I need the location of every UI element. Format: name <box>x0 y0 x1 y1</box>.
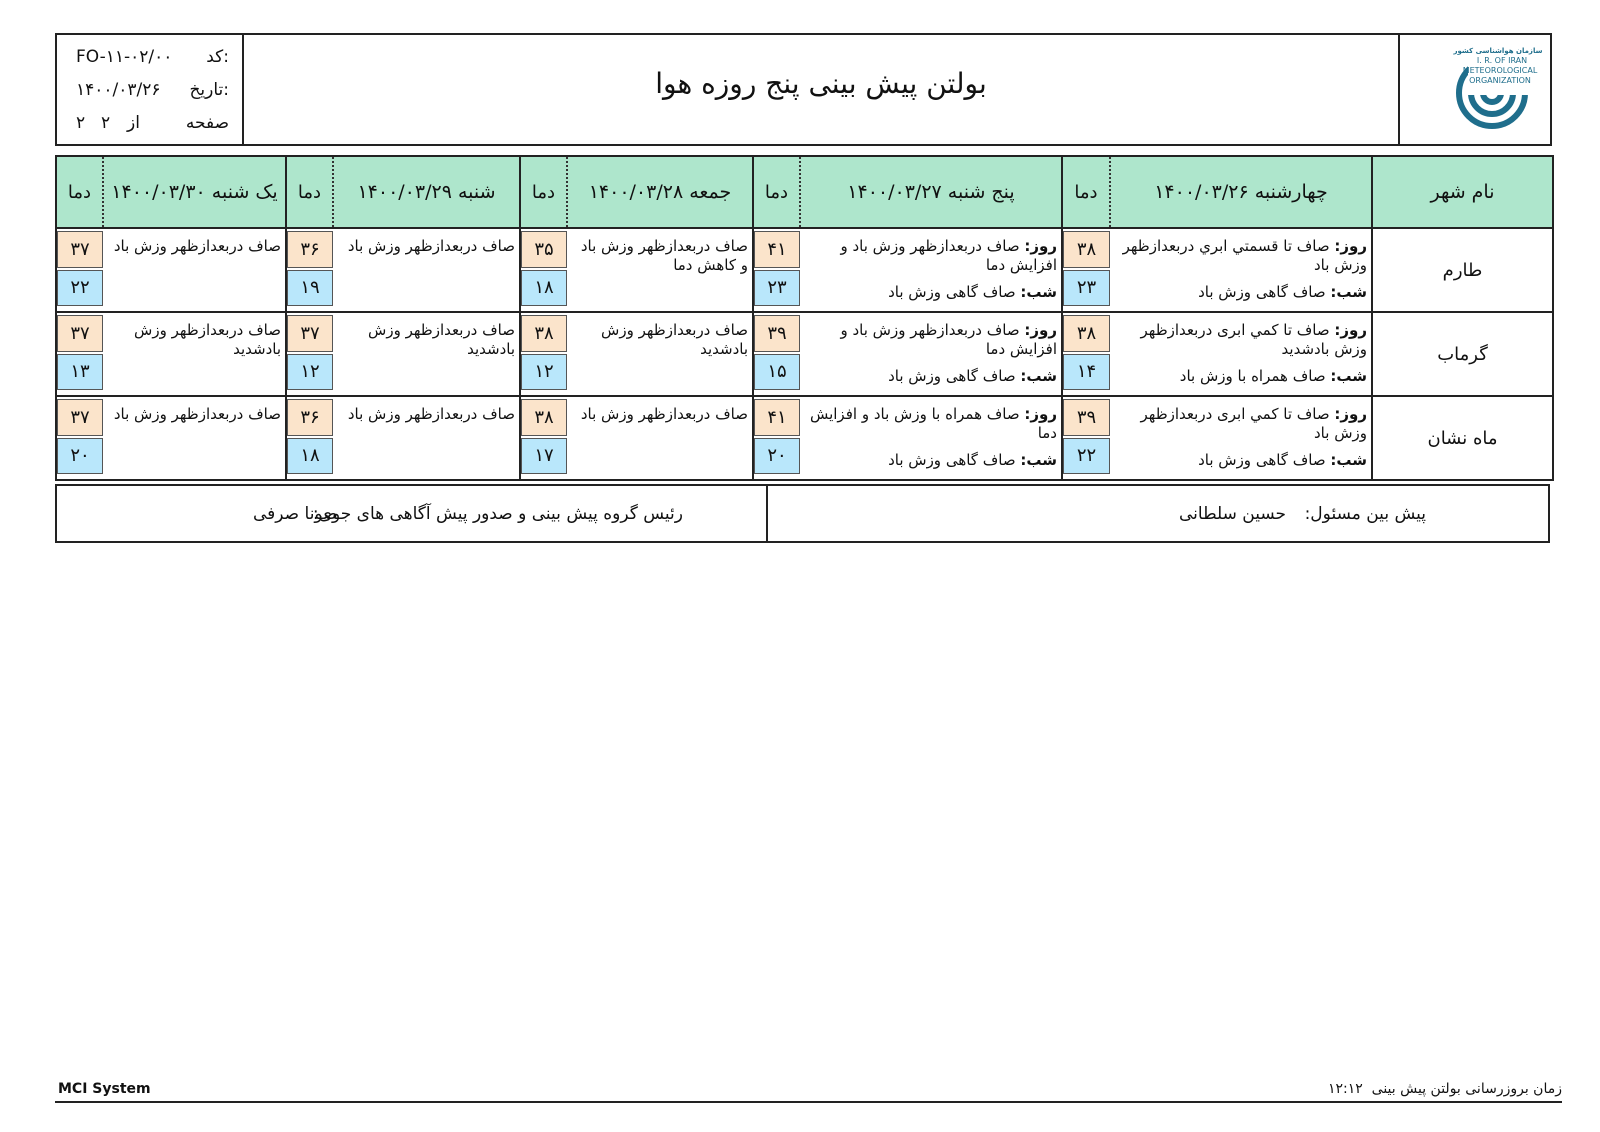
temp-cell <box>753 396 800 480</box>
temp-cell <box>56 312 103 396</box>
forecast-cell <box>800 312 1062 396</box>
temp-cell <box>286 228 333 312</box>
forecast-cell <box>1110 312 1372 396</box>
page-of-label: از <box>127 113 140 133</box>
forecast-cell <box>1110 396 1372 480</box>
day-header-3: جمعه ۱۴۰۰/۰۳/۲۸ <box>567 156 753 228</box>
city-name: ماه نشان <box>1372 396 1553 480</box>
night-text: صاف گاهی وزش باد <box>888 451 1016 469</box>
forecast-cell <box>103 312 286 396</box>
temp-cell <box>520 312 567 396</box>
temp-low: ۲۳ <box>1063 270 1110 306</box>
temp-high: ۳۸ <box>1063 315 1110 352</box>
night-text: صاف گاهی وزش باد <box>1198 451 1326 469</box>
temp-cell <box>753 228 800 312</box>
temp-header: دما <box>753 156 800 228</box>
signature-box <box>55 484 1550 543</box>
night-forecast <box>1198 283 1367 302</box>
page-row <box>57 108 242 138</box>
bulletin-header <box>55 33 1552 146</box>
temp-header: دما <box>286 156 333 228</box>
forecast-text: صاف دربعدازظهر وزش باد <box>347 237 515 255</box>
night-label: شب: <box>1330 451 1367 469</box>
temp-high: ۳۸ <box>1063 231 1110 268</box>
day-forecast <box>806 321 1057 359</box>
temp-high: ۳۸ <box>521 399 567 436</box>
temp-cell <box>286 396 333 480</box>
table-header-row <box>56 156 1553 228</box>
temp-low: ۱۸ <box>521 270 567 306</box>
temp-cell <box>1062 228 1110 312</box>
code-row <box>57 42 242 72</box>
logo-text-en-2: METEOROLOGICAL <box>1462 66 1538 75</box>
temp-cell <box>286 312 333 396</box>
day-label: روز: <box>1024 405 1057 423</box>
meteorology-logo-icon <box>1400 35 1550 144</box>
system-name: MCI System <box>58 1081 151 1097</box>
temp-low: ۱۴ <box>1063 354 1110 390</box>
forecast-cell <box>333 312 520 396</box>
day-text: صاف همراه با وزش باد و افزایش دما <box>809 405 1057 442</box>
day-text: صاف تا کمي ابری دربعدازظهر وزش باد <box>1140 405 1367 442</box>
head-name: صونا صرفی <box>253 504 338 524</box>
forecast-cell <box>567 228 753 312</box>
forecaster-name: حسین سلطانی <box>1179 504 1287 524</box>
temp-high: ۳۹ <box>1063 399 1110 436</box>
night-label: شب: <box>1020 283 1057 301</box>
forecast-text: صاف دربعدازظهر وزش بادشدید <box>134 321 281 358</box>
page-label: صفحه <box>185 113 229 133</box>
day-header-4: شنبه ۱۴۰۰/۰۳/۲۹ <box>333 156 520 228</box>
forecast-cell <box>103 228 286 312</box>
day-label: روز: <box>1024 321 1057 339</box>
temp-low: ۱۸ <box>287 438 333 474</box>
date-value: ۱۴۰۰/۰۳/۲۶ <box>76 80 161 100</box>
temp-cell <box>1062 312 1110 396</box>
update-label: زمان بروزرسانی بولتن پیش بینی <box>1371 1081 1562 1097</box>
night-forecast <box>888 367 1057 386</box>
forecast-text: صاف دربعدازظهر وزش بادشدید <box>601 321 748 358</box>
forecast-text: صاف دربعدازظهر وزش بادشدید <box>368 321 515 358</box>
table-row <box>56 396 1553 480</box>
temp-cell <box>1062 396 1110 480</box>
temp-low: ۲۲ <box>1063 438 1110 474</box>
temp-low: ۱۹ <box>287 270 333 306</box>
logo-text-en-3: ORGANIZATION <box>1469 76 1531 85</box>
forecaster-label: پیش بین مسئول: <box>1304 504 1426 524</box>
head-of-group <box>57 486 768 541</box>
night-label: شب: <box>1330 367 1367 385</box>
temp-high: ۴۱ <box>754 399 800 436</box>
organization-logo <box>1398 35 1550 144</box>
forecast-cell <box>567 312 753 396</box>
night-label: شب: <box>1330 283 1367 301</box>
night-label: شب: <box>1020 451 1057 469</box>
temp-header: دما <box>1062 156 1110 228</box>
forecast-cell <box>800 396 1062 480</box>
city-name: طارم <box>1372 228 1553 312</box>
night-text: صاف گاهی وزش باد <box>888 283 1016 301</box>
city-header: نام شهر <box>1372 156 1553 228</box>
night-forecast <box>888 283 1057 302</box>
forecast-cell <box>333 228 520 312</box>
day-label: روز: <box>1024 237 1057 255</box>
temp-low: ۱۲ <box>287 354 333 390</box>
forecast-text: صاف دربعدازظهر وزش باد <box>580 405 748 423</box>
night-label: شب: <box>1020 367 1057 385</box>
forecast-cell <box>333 396 520 480</box>
day-forecast <box>1116 321 1367 359</box>
forecast-text: صاف دربعدازظهر وزش باد <box>113 237 281 255</box>
temp-high: ۳۹ <box>754 315 800 352</box>
forecast-text: صاف دربعدازظهر وزش باد <box>113 405 281 423</box>
date-label: تاریخ: <box>189 80 229 100</box>
forecaster <box>768 486 1548 541</box>
temp-low: ۲۰ <box>57 438 103 474</box>
temp-high: ۳۷ <box>57 315 103 352</box>
code-value: FO-۱۱-۰۲/۰۰ <box>76 47 173 67</box>
update-value: ۱۲:۱۲ <box>1327 1081 1363 1097</box>
temp-low: ۲۲ <box>57 270 103 306</box>
day-header-5: یک شنبه ۱۴۰۰/۰۳/۳۰ <box>103 156 286 228</box>
temp-high: ۴۱ <box>754 231 800 268</box>
night-forecast <box>1198 451 1367 470</box>
date-row <box>57 75 242 105</box>
temp-header: دما <box>520 156 567 228</box>
table-row <box>56 228 1553 312</box>
day-forecast <box>1116 405 1367 443</box>
temp-cell <box>520 228 567 312</box>
table-row <box>56 312 1553 396</box>
forecast-text: صاف دربعدازظهر وزش باد <box>347 405 515 423</box>
temp-high: ۳۶ <box>287 231 333 268</box>
code-label: کد: <box>206 47 229 67</box>
day-label: روز: <box>1334 237 1367 255</box>
temp-header: دما <box>56 156 103 228</box>
temp-high: ۳۸ <box>521 315 567 352</box>
temp-low: ۱۲ <box>521 354 567 390</box>
day-forecast <box>1116 237 1367 275</box>
temp-low: ۲۳ <box>754 270 800 306</box>
page-title: بولتن پیش بینی پنج روزه هوا <box>655 67 987 100</box>
forecast-cell <box>1110 228 1372 312</box>
temp-low: ۱۷ <box>521 438 567 474</box>
day-text: صاف تا قسمتي ابري دربعدازظهر وزش باد <box>1122 237 1367 274</box>
night-text: صاف گاهی وزش باد <box>888 367 1016 385</box>
temp-high: ۳۵ <box>521 231 567 268</box>
night-forecast <box>888 451 1057 470</box>
update-time <box>1328 1081 1562 1097</box>
night-text: صاف گاهی وزش باد <box>1198 283 1326 301</box>
logo-text-en-1: I. R. OF IRAN <box>1476 56 1528 65</box>
temp-low: ۱۵ <box>754 354 800 390</box>
forecast-cell <box>567 396 753 480</box>
temp-cell <box>520 396 567 480</box>
temp-high: ۳۷ <box>57 399 103 436</box>
day-forecast <box>806 405 1057 443</box>
temp-cell <box>56 228 103 312</box>
page-current: ۲ <box>101 113 111 133</box>
temp-high: ۳۷ <box>287 315 333 352</box>
day-text: صاف تا کمي ابری دربعدازظهر وزش بادشدید <box>1140 321 1367 358</box>
temp-high: ۳۶ <box>287 399 333 436</box>
day-header-1: چهارشنبه ۱۴۰۰/۰۳/۲۶ <box>1110 156 1372 228</box>
temp-cell <box>56 396 103 480</box>
logo-text-fa: سازمان هواشناسی کشور <box>1453 47 1543 55</box>
head-label: رئیس گروه پیش بینی و صدور پیش آگاهی های جوی: <box>312 504 683 524</box>
forecast-table <box>55 155 1554 481</box>
night-text: صاف همراه با وزش باد <box>1179 367 1326 385</box>
day-label: روز: <box>1334 405 1367 423</box>
day-text: صاف دربعدازظهر وزش باد و افزایش دما <box>840 237 1057 274</box>
city-name: گرماب <box>1372 312 1553 396</box>
document-meta <box>57 35 244 144</box>
day-header-2: پنج شنبه ۱۴۰۰/۰۳/۲۷ <box>800 156 1062 228</box>
forecast-text: صاف دربعدازظهر وزش باد و کاهش دما <box>580 237 748 274</box>
bottom-divider <box>55 1101 1562 1103</box>
day-forecast <box>806 237 1057 275</box>
night-forecast <box>1180 367 1367 386</box>
temp-high: ۳۷ <box>57 231 103 268</box>
day-label: روز: <box>1334 321 1367 339</box>
day-text: صاف دربعدازظهر وزش باد و افزایش دما <box>840 321 1057 358</box>
temp-low: ۲۰ <box>754 438 800 474</box>
page-total: ۲ <box>76 113 86 133</box>
temp-cell <box>753 312 800 396</box>
forecast-cell <box>800 228 1062 312</box>
forecast-cell <box>103 396 286 480</box>
temp-low: ۱۳ <box>57 354 103 390</box>
